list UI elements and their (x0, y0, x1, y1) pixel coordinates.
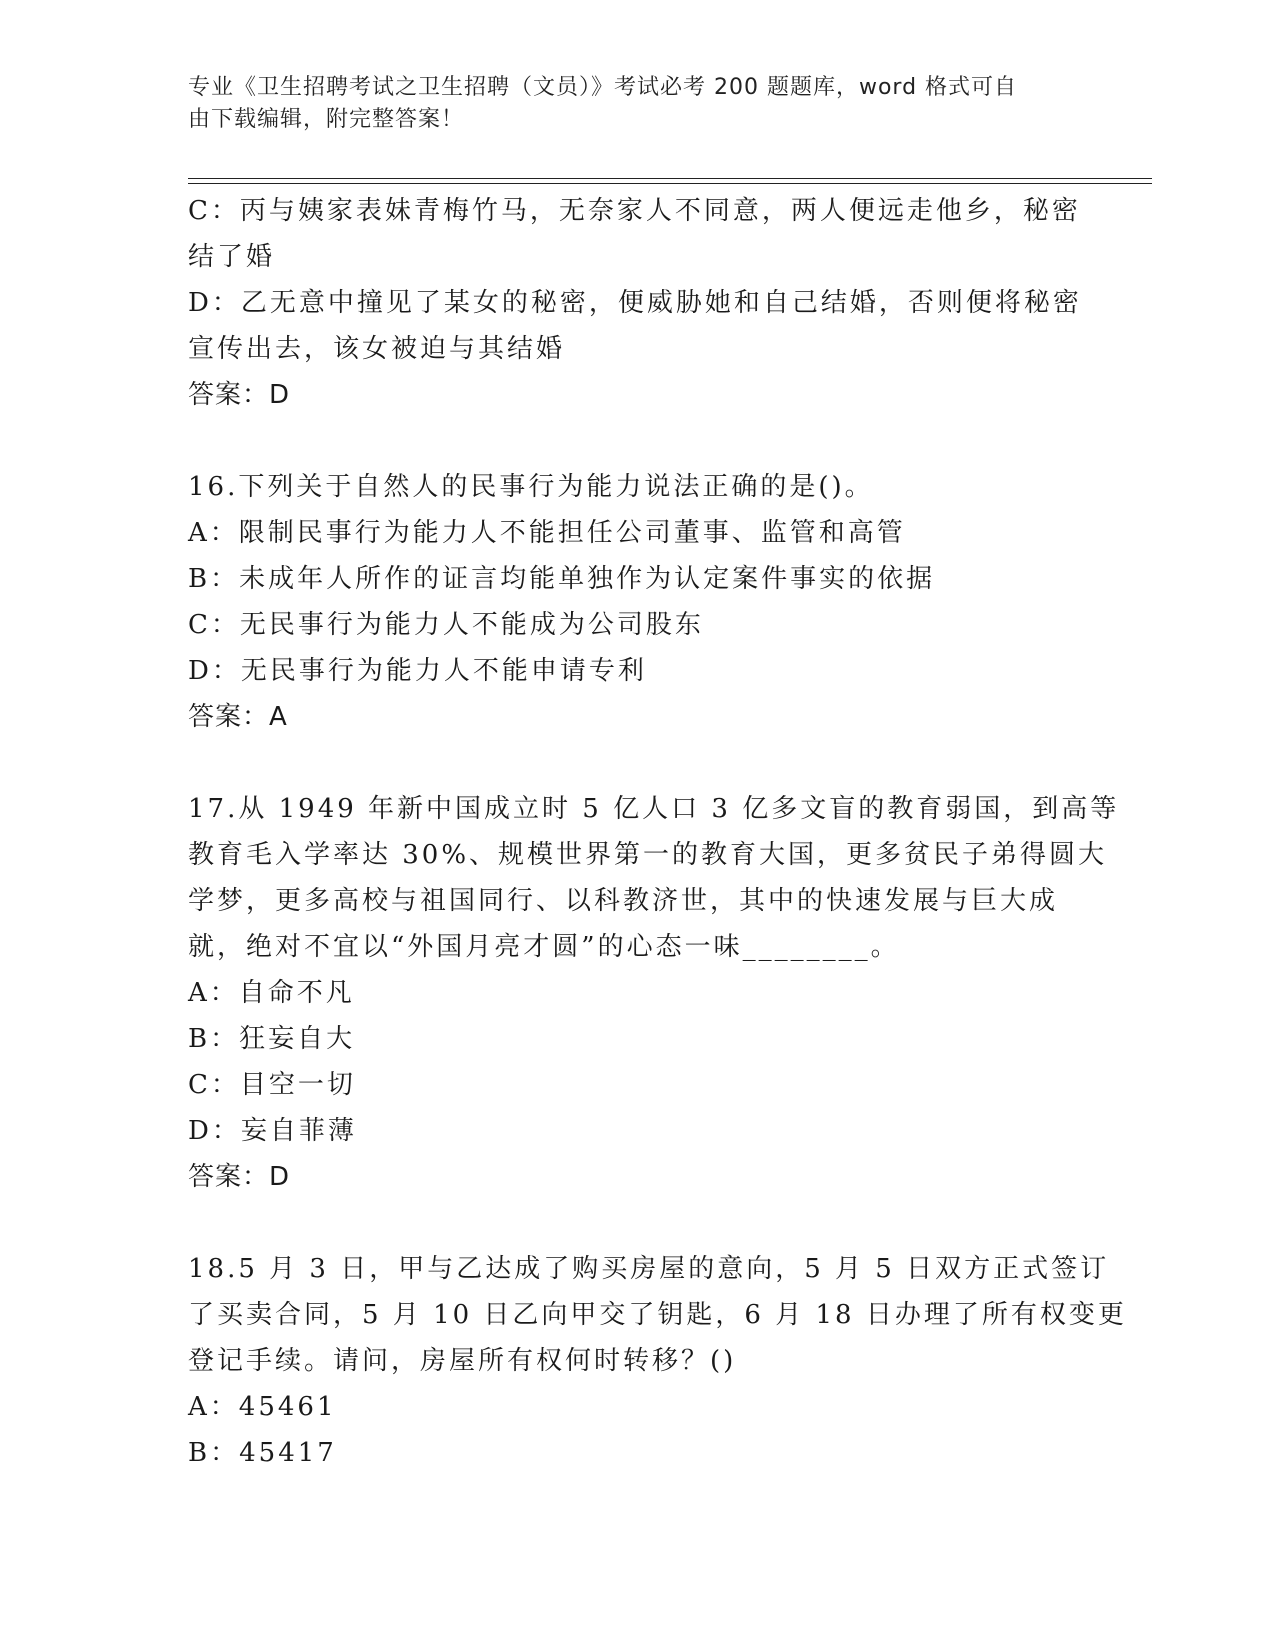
option-d-line-1: D：乙无意中撞见了某女的秘密，便威胁她和自己结婚，否则便将秘密 (188, 288, 1082, 318)
question-16 (188, 464, 1088, 740)
spacer (188, 418, 1088, 464)
question-18-option-a: A：45461 (188, 1392, 337, 1422)
header-divider-top (188, 178, 1152, 179)
question-18 (188, 1246, 1127, 1476)
question-17-option-b: B：狂妄自大 (188, 1024, 356, 1054)
document-body (188, 188, 1127, 1476)
question-17-stem-line-4: 就，绝对不宜以“外国月亮才圆”的心态一味________。 (188, 932, 900, 962)
question-18-option-b: B：45417 (188, 1438, 337, 1468)
question-18-stem-line-3: 登记手续。请问，房屋所有权何时转移？() (188, 1346, 737, 1376)
question-16-stem: 16.下列关于自然人的民事行为能力说法正确的是()。 (188, 472, 874, 502)
spacer (188, 740, 1088, 786)
question-17-option-d: D：妄自菲薄 (188, 1116, 357, 1146)
answer-17: 答案：D (188, 1162, 291, 1192)
question-16-option-c: C：无民事行为能力人不能成为公司股东 (188, 610, 704, 640)
question-18-stem-line-1: 18.5 月 3 日，甲与乙达成了购买房屋的意向，5 月 5 日双方正式签订 (188, 1254, 1110, 1284)
question-17-option-c: C：目空一切 (188, 1070, 356, 1100)
header-divider-bottom (188, 183, 1152, 184)
answer-15: 答案：D (188, 380, 291, 410)
question-16-option-b: B：未成年人所作的证言均能单独作为认定案件事实的依据 (188, 564, 936, 594)
question-17 (188, 786, 1120, 1200)
spacer (188, 1200, 1088, 1246)
question-17-stem-line-2: 教育毛入学率达 30%、规模世界第一的教育大国，更多贫民子弟得圆大 (188, 840, 1108, 870)
page-header (188, 72, 1068, 136)
question-16-option-a: A：限制民事行为能力人不能担任公司董事、监管和高管 (188, 518, 906, 548)
option-c-line-2: 结了婚 (188, 242, 276, 272)
question-18-stem-line-2: 了买卖合同，5 月 10 日乙向甲交了钥匙，6 月 18 日办理了所有权变更 (188, 1300, 1127, 1330)
question-15-tail (188, 188, 1088, 418)
header-line-1: 专业《卫生招聘考试之卫生招聘（文员）》考试必考 200 题题库，word 格式可自 (188, 75, 1018, 100)
header-line-2: 由下载编辑，附完整答案！ (188, 107, 465, 132)
question-16-option-d: D：无民事行为能力人不能申请专利 (188, 656, 647, 686)
question-17-stem-line-3: 学梦，更多高校与祖国同行、以科教济世，其中的快速发展与巨大成 (188, 886, 1059, 916)
option-d-line-2: 宣传出去，该女被迫与其结婚 (188, 334, 566, 364)
question-17-option-a: A：自命不凡 (188, 978, 355, 1008)
question-17-stem-line-1: 17.从 1949 年新中国成立时 5 亿人口 3 亿多文盲的教育弱国，到高等 (188, 794, 1120, 824)
option-c-line-1: C：丙与姨家表妹青梅竹马，无奈家人不同意，两人便远走他乡，秘密 (188, 196, 1081, 226)
answer-16: 答案：A (188, 702, 288, 732)
